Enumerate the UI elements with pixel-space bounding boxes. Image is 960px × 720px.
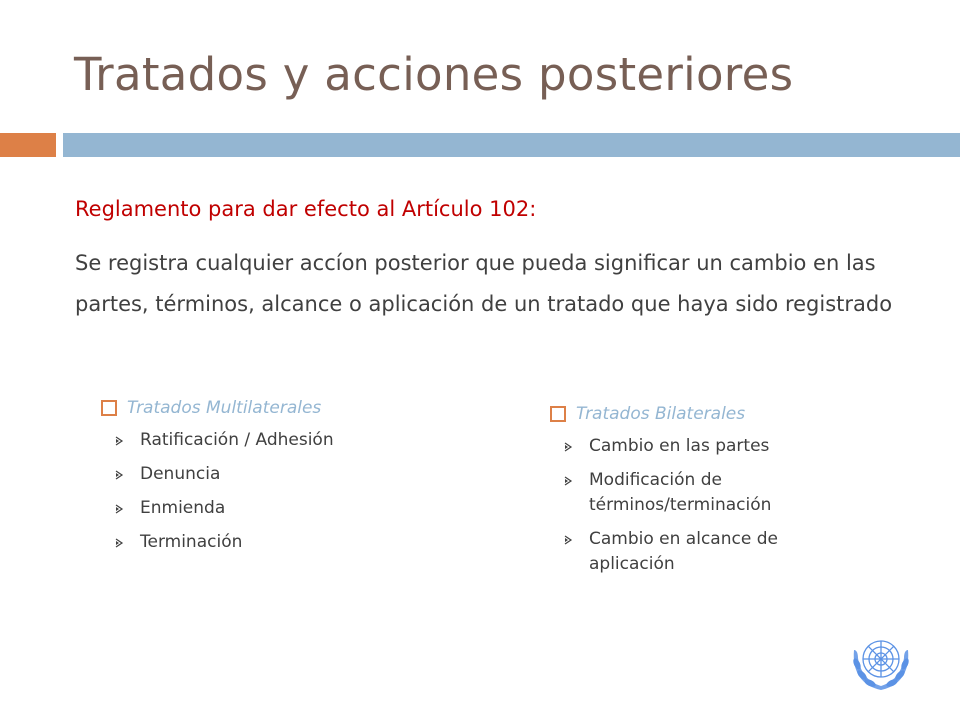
bilateral-list (550, 434, 860, 577)
multilateral-heading-row (101, 398, 421, 418)
accent-bar-blue (63, 133, 960, 157)
list-item-label: Terminación (140, 532, 243, 552)
list-item (114, 462, 421, 487)
list-item (563, 434, 860, 459)
un-emblem-logo (848, 628, 914, 694)
list-item (114, 496, 421, 521)
regulation-subheading: Reglamento para dar efecto al Artículo 102: (75, 197, 537, 221)
arrow-bullet-icon (114, 504, 124, 514)
multilateral-list (101, 428, 421, 555)
arrow-bullet-icon (563, 442, 573, 452)
list-item-label: Modificación de términos/terminación (589, 470, 772, 515)
arrow-bullet-icon (114, 538, 124, 548)
arrow-bullet-icon (563, 476, 573, 486)
list-item-label: Enmienda (140, 498, 226, 518)
list-item-label: Ratificación / Adhesión (140, 430, 334, 450)
accent-bar-orange (0, 133, 56, 157)
arrow-bullet-icon (114, 436, 124, 446)
bilateral-column (550, 404, 860, 586)
list-item (114, 428, 421, 453)
list-item-label: Denuncia (140, 464, 221, 484)
arrow-bullet-icon (114, 470, 124, 480)
square-bullet-icon (550, 406, 566, 422)
multilateral-heading: Tratados Multilaterales (127, 398, 322, 418)
slide-title: Tratados y acciones posteriores (74, 48, 794, 101)
list-item (563, 527, 860, 577)
list-item-label: Cambio en las partes (589, 436, 770, 456)
arrow-bullet-icon (563, 535, 573, 545)
bilateral-heading: Tratados Bilaterales (576, 404, 746, 424)
list-item (563, 468, 860, 518)
multilateral-column (101, 398, 421, 564)
list-item (114, 530, 421, 555)
list-item-label: Cambio en alcance de aplicación (589, 529, 778, 574)
regulation-body-text: Se registra cualquier accíon posterior que pueda significar un cambio en las partes, términos, alcance o aplicación de un tratado que haya sido registrado (75, 251, 893, 316)
square-bullet-icon (101, 400, 117, 416)
bilateral-heading-row (550, 404, 860, 424)
